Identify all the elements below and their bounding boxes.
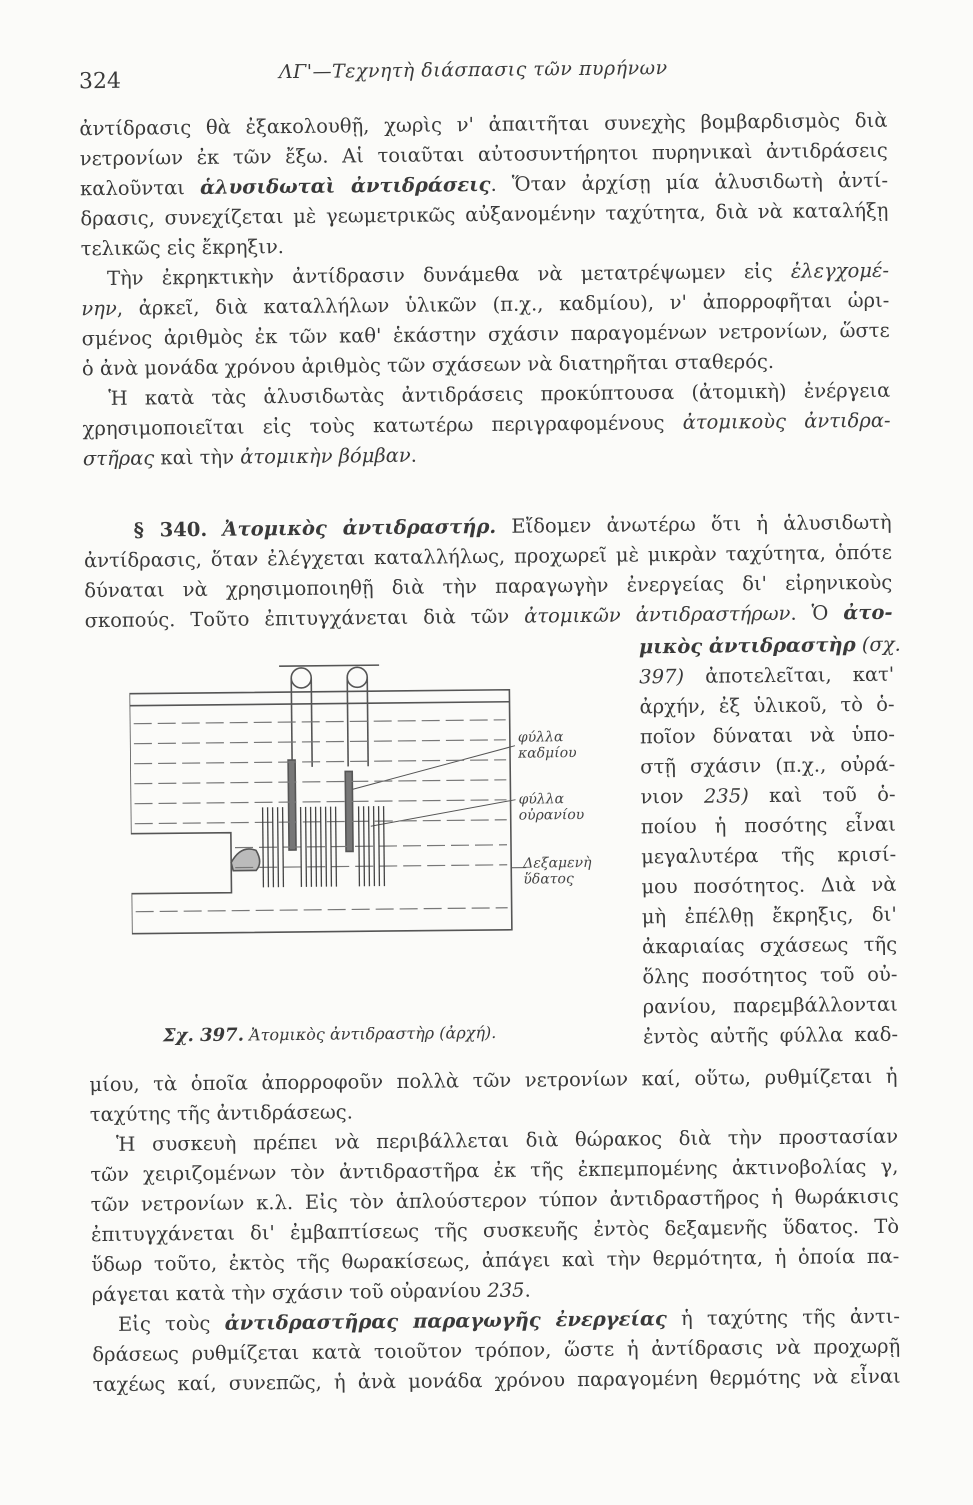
text-line: Τὴν ἐκρηκτικὴν ἀντίδρασιν δυνάμεθα νὰ μετατρέψωμεν εἰς ἐλεγχομέ- [81,256,889,294]
text-line: ὕδωρ τοῦτο, ἐκτὸς τῆς θωρακίσεως, ἀπάγει καὶ τὴν θερμότητα, ἡ ὁποία πα- [91,1242,899,1280]
text-line: μὴ ἐπέλθῃ ἔκρηξις, δι' [642,900,897,933]
text-line: Ἡ κατὰ τὰς ἁλυσιδωτὰς ἀντιδράσεις προκύπτουσα (ἀτομικὴ) ἐνέργεια [82,376,890,414]
figure-397-reactor [129,648,633,1013]
text-line: δύναται νὰ χρησιμοποιηθῇ διὰ τὴν παραγωγὴν ἐνεργείας δι' εἰρηνικοὺς [84,568,892,606]
text-line: νετρονίων ἐκ τῶν ἔξω. Αἱ τοιαῦται αὐτοσυντήρητοι πυρηνικαὶ ἀντιδράσεις [80,136,888,174]
water-surface-line [130,702,510,706]
text-line: Εἰς τοὺς ἀντιδραστῆρας παραγωγῆς ἐνεργείας ἡ ταχύτης τῆς ἀντι- [92,1302,900,1340]
text-line: τελικῶς εἰς ἔκρηξιν. [81,226,889,264]
text-line: δρασις, συνεχίζεται μὲ γεωμετρικῶς αὐξανομένην ταχύτητα, διὰ νὰ καταλήξῃ [80,196,888,234]
text-line: στῇ σχάσιν (π.χ., οὐρά- [640,750,895,783]
text-line: ὁ ἀνὰ μονάδα χρόνου ἀριθμὸς τῶν σχάσεων νὰ διατηρῆται σταθερός. [82,346,890,384]
text-line: ταχέως καί, συνεπῶς, ἡ ἀνὰ μονάδα χρόνου παραγομένη θερμότης νὰ εἶναι [92,1362,900,1400]
label-uranium-sheets: φύλλα οὐρανίου [518,791,584,824]
text-line: μου ποσότητος. Διὰ νὰ [641,870,896,903]
page-header [79,51,889,99]
figure-number: Σχ. 397. [163,1025,244,1047]
text-line: μεγαλυτέρα τῆς κρισί- [641,840,896,873]
text-line: στῆρας καὶ τὴν ἀτομικὴν βόμβαν. [83,436,891,474]
text-line: μίου, τὰ ὁποῖα ἀπορροφοῦν πολλὰ τῶν νετρονίων καί, οὕτω, ρυθμίζεται ἡ [89,1062,897,1100]
text-line: ἀντίδρασις, ὅταν ἐλέγχεται καταλλήλως, προχωρεῖ μὲ μικρὰν ταχύτητα, ὁπότε [84,538,892,576]
text-line: τῶν νετρονίων κ.λ. Εἰς τὸν ἁπλούστερον τύπον ἀντιδραστῆρος ἡ θωράκισις [91,1182,899,1220]
figure-caption-text: Ἀτομικὸς ἀντιδραστὴρ (ἀρχή). [249,1023,496,1045]
section-title: Ἀτομικὸς ἀντιδραστήρ. [222,515,496,541]
label-cadmium-sheets: φύλλα καδμίου [518,729,577,762]
text-line: τῶν χειριζομένων τὸν ἀντιδραστῆρα ἐκ τῆς ἐκπεμπομένης ἀκτινοβολίας γ, [90,1152,898,1190]
text-line: ποῖον δύναται νὰ ὑπο- [640,720,895,753]
section-heading-line: § 340. Ἀτομικὸς ἀντιδραστήρ. Εἴδομεν ἀνωτέρω ὅτι ἡ ἁλυσιδωτὴ [84,508,892,546]
reactor-diagram [129,648,633,1013]
cadmium-rod-left [288,760,296,850]
text-line: ἀρχήν, ἐξ ὑλικοῦ, τὸ ὁ- [639,690,894,723]
top-paragraphs [79,106,891,474]
text-line: ποίου ἡ ποσότης εἶναι [641,810,896,843]
text-line: σμένος ἀριθμὸς ἐκ τῶν καθ' ἑκάστην σχάσιν παραγομένων νετρονίων, ὥστε [82,316,890,354]
text-line: δράσεως ρυθμίζεται κατὰ τοιοῦτον τρόπον, ὥστε ἡ ἀντίδρασις νὰ προχωρῇ [92,1332,900,1370]
section-number: § 340. [134,518,208,542]
text-line: ἐπιτυγχάνεται δι' ἐμβαπτίσεως τῆς συσκευῆς ἐντὸς δεξαμενῆς ὕδατος. Τὸ [91,1212,899,1250]
label-water-tank: Δεξαμενὴ ὕδατος [523,855,592,888]
text-line: ἐντὸς αὐτῆς φύλλα καδ- [643,1020,898,1053]
cadmium-rod-right [345,771,353,851]
text-line: ρανίου, παρεμβάλλονται [643,990,898,1023]
text-line: καλοῦνται ἁλυσιδωταὶ ἀντιδράσεις. Ὅταν ἀρχίσῃ μία ἁλυσιδωτὴ ἀντί- [80,166,888,204]
text-line: 397) ἀποτελεῖται, κατ' [639,660,894,693]
text-line: ὅλης ποσότητος τοῦ οὐ- [642,960,897,993]
running-head: ΛΓ'—Τεχνητὴ διάσπασις τῶν πυρήνων [279,57,668,83]
text-line: ταχύτης τῆς ἀντιδράσεως. [90,1092,898,1130]
text-line: ράγεται κατὰ τὴν σχάσιν τοῦ οὐρανίου 235. [92,1272,900,1310]
bottom-paragraphs [89,1062,900,1400]
section-340 [84,508,893,636]
page-number: 324 [79,69,121,94]
text-line: χρησιμοποιεῖται εἰς τοὺς κατωτέρω περιγραφομένους ἀτομικοὺς ἀντιδρα- [82,406,890,444]
text-line: νην, ἀρκεῖ, διὰ καταλλήλων ὑλικῶν (π.χ., καδμίου), ν' ἀπορροφῆται ὡρι- [81,286,889,324]
figure-wrap-text [639,630,898,1053]
text-line: ἀκαριαίας σχάσεως τῆς [642,930,897,963]
text-line: νιον 235) καὶ τοῦ ὁ- [640,780,895,813]
text-line: Ἡ συσκευὴ πρέπει νὰ περιβάλλεται διὰ θώρακος διὰ τὴν προστασίαν [90,1122,898,1160]
pulley-right-icon [347,667,367,687]
text-line: ἀντίδρασις θὰ ἐξακολουθῇ, χωρὶς ν' ἀπαιτῆται συνεχὴς βομβαρδισμὸς διὰ [79,106,887,144]
text-line: σκοπούς. Τοῦτο ἐπιτυγχάνεται διὰ τῶν ἀτομικῶν ἀντιδραστήρων. Ὁ ἀτο- [84,598,892,636]
text-line: μικὸς ἀντιδραστὴρ (σχ. [639,630,894,663]
figure-caption [163,1022,497,1046]
pulley-left-icon [291,668,311,688]
